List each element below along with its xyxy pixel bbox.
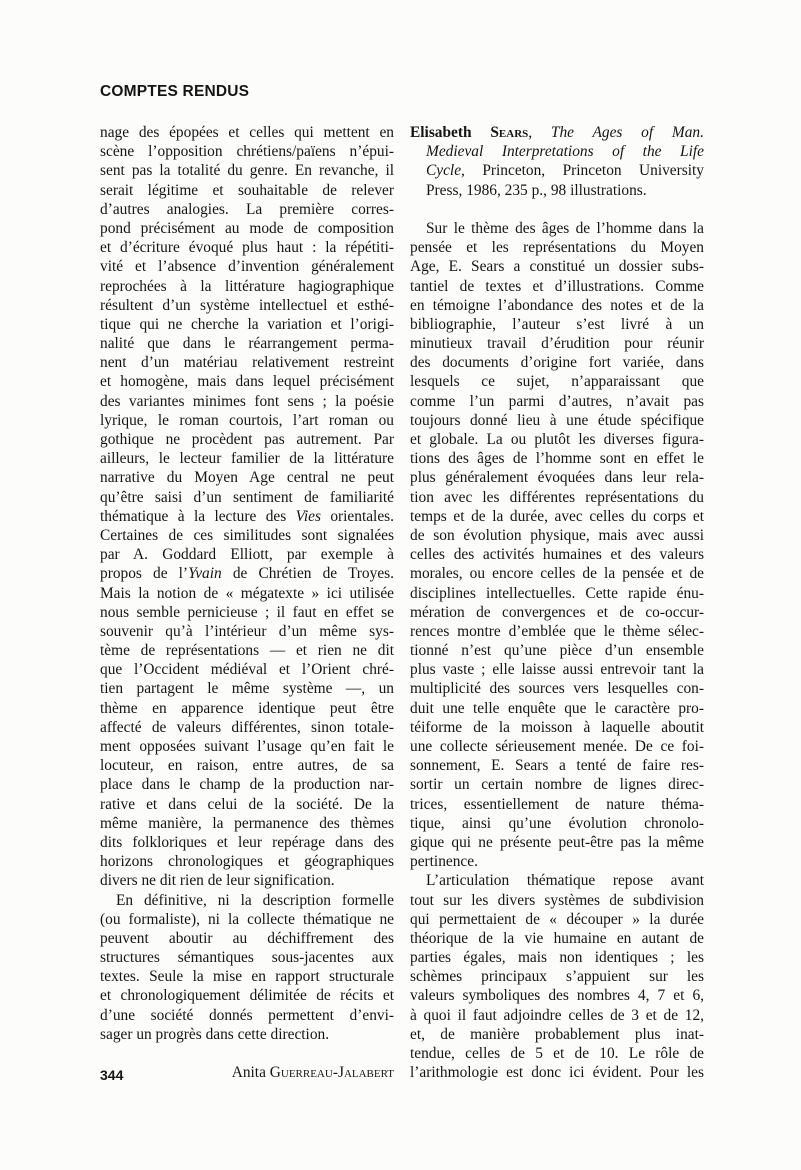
text-line: place dans le champ de la production nar-	[100, 776, 394, 794]
text-line: parties égales, mais non identiques ; les	[410, 949, 704, 967]
text-line: rative et dans celui de la société. De la	[100, 795, 394, 813]
signature-last-name: Guerreau-Jalabert	[269, 1064, 394, 1082]
text-line: qui permettaient de « découper » la durée	[410, 910, 704, 928]
text-line	[100, 507, 394, 526]
text-line: que l’Occident médiéval et l’Orient chré-	[100, 661, 394, 679]
text-line: tionné n’est qu’une pièce d’un ensemble	[410, 642, 704, 660]
text-line: valeurs symboliques des nombres 4, 7 et 6,	[410, 987, 704, 1005]
text-line: En définitive, ni la description formelle	[116, 891, 394, 909]
text-line: en témoigne l’abondance des notes et de la	[410, 296, 704, 314]
book-title: Medieval Interpretations of the Life	[426, 143, 704, 161]
text-line: tique, ainsi qu’une évolution chronolo-	[410, 814, 704, 832]
text-line: temps et de la durée, avec celles du corps et	[410, 507, 704, 525]
book-title: The Ages of Man.	[550, 124, 704, 141]
text-line: et d’écriture évoqué plus haut : la répétiti-	[100, 239, 394, 257]
text-line: gothique ne procèdent pas autrement. Par	[100, 431, 394, 448]
italic-title: Yvain	[188, 565, 222, 583]
text-line: Mais la notion de « mégatexte » ici utilisée	[100, 584, 394, 602]
text-line: toujours donné lieu à une étude spécifique	[410, 411, 704, 429]
text-line	[100, 564, 394, 583]
text-line: tions des âges de l’homme sont en effet le	[410, 450, 704, 468]
text-line: lyrique, le roman courtois, l’art roman ou	[100, 411, 394, 429]
text-line: des variantes minimes font sens ; la poésie	[100, 392, 394, 410]
citation-line	[410, 161, 704, 180]
author-last-name: Sears	[490, 124, 529, 141]
text-line: trices, essentiellement de nature théma-	[410, 795, 704, 813]
citation-line	[410, 123, 704, 142]
author-first-name: Elisabeth	[410, 124, 491, 141]
text-line: pensée et les représentations du Moyen	[410, 239, 704, 257]
text-line: celles des activités humaines et des valeurs	[410, 546, 704, 564]
text-line: sortir un certain nombre de lignes direc-	[410, 776, 704, 794]
text-line: textes. Seule la mise en rapport structurale	[100, 968, 394, 986]
text-line: mération de convergences et de co-occur-	[410, 603, 704, 621]
text-line: tique qui ne cherche la variation et l’origi-	[100, 315, 394, 333]
text-run: de Chrétien de Troyes.	[221, 565, 394, 583]
text-line: narrative du Moyen Age central ne peut	[100, 469, 394, 487]
text-line: à quoi il faut adjoindre celles de 3 et de 12,	[410, 1006, 704, 1024]
text-run: ,	[528, 124, 551, 141]
text-line: ment opposées suivant l’usage qu’en fait le	[100, 738, 394, 755]
text-line: affecté de valeurs différentes, sinon totale-	[100, 718, 394, 736]
text-line: nous semble pernicieuse ; il faut en effet se	[100, 603, 394, 621]
text-line: ailleurs, le lecteur familier de la littérature	[100, 450, 394, 468]
text-line: résultent d’un système intellectuel et esthé-	[100, 296, 394, 314]
running-header: COMPTES RENDUS	[100, 83, 250, 100]
text-line: plus généralement évoquées dans leur rela-	[410, 469, 704, 487]
text-line: divers ne dit rien de leur signification.	[100, 872, 335, 890]
text-line: dits folkloriques et leur repérage dans des	[100, 833, 394, 851]
text-line: lesquels ce sujet, n’apparaissant que	[410, 373, 704, 391]
text-run: Princeton, Princeton University	[464, 162, 704, 180]
text-line: souvenir qu’à l’intérieur d’un même sys-	[100, 622, 394, 640]
signature-first-name: Anita	[231, 1064, 270, 1082]
text-line: locuteur, en raison, entre autres, de sa	[100, 757, 394, 775]
text-line: des documents d’origine fort variée, dans	[410, 354, 704, 372]
text-line: peuvent aboutir au déchiffrement des	[100, 929, 394, 947]
text-line: reprochées à la littérature hagiographique	[100, 277, 394, 295]
text-line: tien partagent le même système —, un	[100, 680, 394, 698]
citation-line: Press, 1986, 235 p., 98 illustrations.	[426, 181, 647, 199]
text-line: nent d’un matériau relativement restreint	[100, 354, 394, 372]
text-line: même manière, la permanence des thèmes	[100, 814, 394, 832]
text-run: orientales.	[320, 507, 394, 525]
text-line: tantiel de textes et d’illustrations. Comme	[410, 277, 704, 295]
text-line: sonnement, E. Sears a tenté de faire res-	[410, 757, 704, 775]
text-line: nage des épopées et celles qui mettent en	[100, 124, 394, 141]
text-line: serait légitime et souhaitable de relever	[100, 181, 394, 199]
text-line: l’arithmologie est donc ici évident. Pour les	[410, 1064, 704, 1082]
book-title: Cycle,	[426, 162, 465, 180]
text-line: sager un progrès dans cette direction.	[100, 1025, 330, 1043]
text-line: horizons chronologiques et géographiques	[100, 853, 394, 871]
text-line: Certaines de ces similitudes sont signalées	[100, 526, 394, 544]
text-line: tendue, celles de 5 et de 10. Le rôle de	[410, 1045, 704, 1062]
text-line: disciplines intellectuelles. Cette rapide énu-	[410, 584, 704, 602]
text-line: duit une telle enquête que le caractère pro-	[410, 699, 704, 717]
text-line: qu’être saisi d’un sentiment de familiarité	[100, 488, 394, 506]
text-line: comme l’un parmi d’autres, n’avait pas	[410, 392, 704, 410]
text-line: bibliographie, l’auteur s’est livré à un	[410, 315, 704, 333]
right-column	[410, 123, 704, 1082]
text-line: tout sur les divers systèmes de subdivision	[410, 891, 704, 909]
text-line: plus vaste ; elle laisse aussi entrevoir tant la	[410, 661, 704, 679]
text-line: Age, E. Sears a constitué un dossier subs-	[410, 258, 704, 276]
text-line: sent pas la totalité du genre. En revanche, il	[100, 162, 394, 180]
italic-title: Vies	[295, 507, 321, 525]
text-line: structures sémantiques sous-jacentes aux	[100, 949, 394, 967]
text-line: par A. Goddard Elliott, par exemple à	[100, 546, 394, 564]
text-run: propos de l’	[100, 565, 189, 583]
text-line: (ou formaliste), ni la collecte thématique ne	[100, 910, 394, 928]
text-line: minutieux travail d’érudition pour réunir	[410, 335, 704, 353]
text-line: thème en apparence identique peut être	[100, 699, 394, 717]
text-line: et homogène, mais dans lequel précisément	[100, 373, 394, 391]
text-line: et chronologiquement délimitée de récits et	[100, 987, 394, 1005]
text-line: d’une société donnés permettent d’envi-	[100, 1006, 394, 1024]
text-line: téiforme de la moisson à laquelle aboutit	[410, 718, 704, 736]
text-line: pond précisément au mode de composition	[100, 219, 394, 237]
text-line: L’articulation thématique repose avant	[426, 872, 704, 890]
citation-line	[410, 142, 704, 161]
text-line: schèmes principaux s’appuient sur les	[410, 968, 704, 986]
spacer	[410, 200, 704, 219]
text-line: une collecte sérieusement menée. De ce foi-	[410, 738, 704, 755]
text-line: multiplicité des sources vers lesquelles con-	[410, 680, 704, 698]
text-line: gique qui ne présente peut-être pas la même	[410, 833, 704, 851]
text-line: vité et l’absence d’invention généralement	[100, 258, 394, 276]
text-line: et globale. La ou plutôt les diverses figura-	[410, 431, 704, 448]
text-line: théorique de la vie humaine en autant de	[410, 929, 704, 947]
page-number: 344	[100, 1067, 124, 1083]
text-line: tion avec les différentes représentations du	[410, 488, 704, 506]
text-line: rences montre d’emblée que le thème sélec-	[410, 622, 704, 640]
review-signature	[100, 1063, 394, 1082]
text-line: et, de manière probablement plus inat-	[410, 1025, 704, 1043]
spacer	[100, 1044, 394, 1063]
left-column	[100, 123, 394, 1082]
text-line: scène l’opposition chrétiens/païens n’épui-	[100, 143, 394, 161]
text-line: pertinence.	[410, 853, 478, 871]
text-line: tème de représentations — et rien ne dit	[100, 642, 394, 660]
text-line: morales, ou encore celles de la pensée et de	[410, 565, 704, 583]
text-line: d’autres analogies. La première corres-	[100, 200, 394, 218]
text-line: nalité que dans le réarrangement perma-	[100, 335, 394, 353]
text-line: de son évolution physique, mais avec aussi	[410, 526, 704, 544]
text-line: Sur le thème des âges de l’homme dans la	[426, 219, 704, 237]
text-run: thématique à la lecture des	[100, 507, 296, 525]
